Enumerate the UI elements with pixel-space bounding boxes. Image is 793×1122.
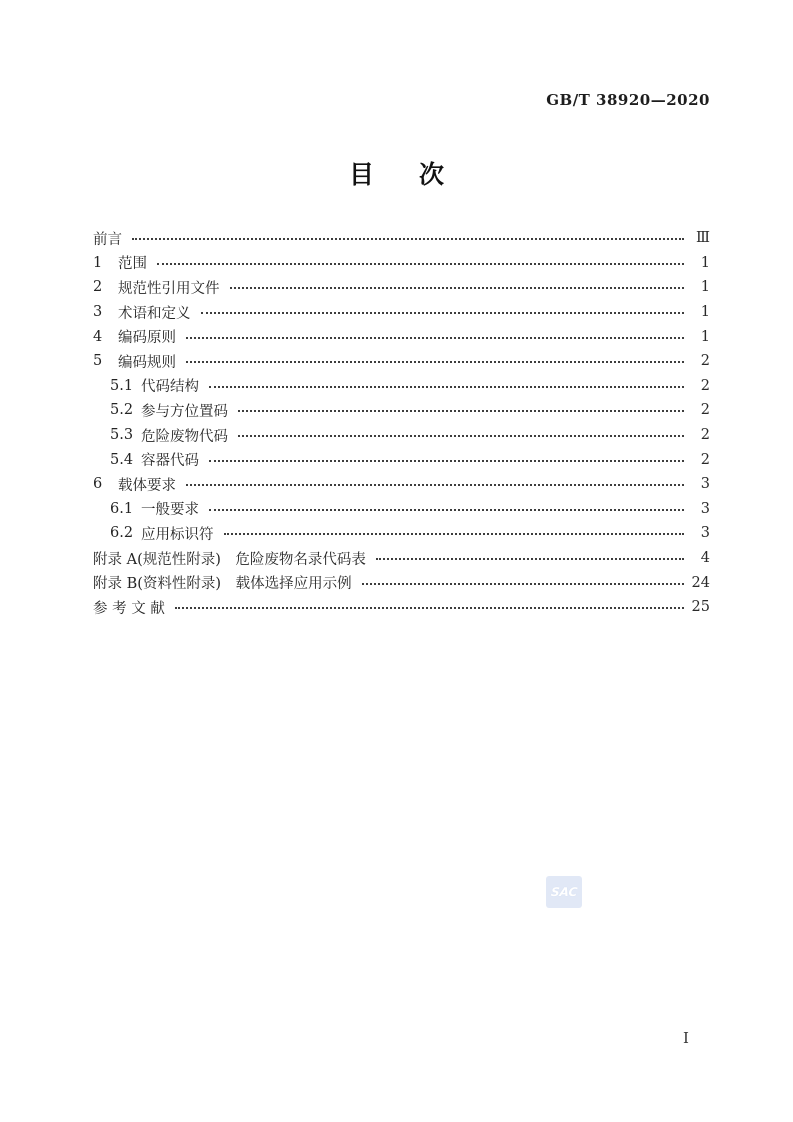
toc-entry (93, 595, 710, 620)
toc-dotted-leader (238, 410, 684, 412)
toc-dotted-leader (238, 435, 684, 437)
toc-entry (93, 521, 710, 546)
toc-entry-label: 附录 B(资料性附录) 载体选择应用示例 (93, 576, 352, 593)
toc-entry (93, 324, 710, 349)
toc-dotted-leader (209, 509, 684, 511)
page-title: 目次 (348, 160, 489, 189)
toc-entry-number: 4 (93, 328, 103, 345)
toc-entry-page: Ⅲ (696, 230, 710, 247)
toc-entry-label: 参与方位置码 (141, 403, 228, 420)
toc-entry (93, 349, 710, 374)
toc-entry-number: 2 (93, 279, 103, 296)
toc-dotted-leader (224, 533, 685, 535)
toc-entry-label: 编码原则 (118, 330, 176, 347)
toc-entry-page: 4 (700, 550, 710, 567)
toc-entry (93, 447, 710, 472)
toc-entry-label: 容器代码 (141, 453, 199, 470)
toc-list (93, 226, 710, 620)
toc-entry-number: 1 (93, 254, 103, 271)
toc-entry-page: 25 (691, 599, 710, 616)
page-number: Ⅰ (683, 1029, 689, 1047)
toc-entry-label: 危险废物代码 (141, 428, 228, 445)
toc-entry (93, 472, 710, 497)
toc-entry (93, 226, 710, 251)
toc-dotted-leader (376, 558, 684, 560)
toc-dotted-leader (362, 583, 684, 585)
toc-entry-label: 一般要求 (141, 502, 199, 519)
toc-entry-page: 1 (700, 304, 710, 321)
toc-entry-number: 5.3 (110, 427, 134, 444)
sac-watermark-text: SAC (550, 885, 578, 899)
toc-dotted-leader (186, 484, 684, 486)
toc-entry-number: 5.4 (110, 451, 134, 468)
toc-entry-label: 规范性引用文件 (118, 280, 220, 297)
toc-entry-page: 1 (700, 279, 710, 296)
toc-entry-number: 5 (93, 353, 103, 370)
toc-entry-number: 6.1 (110, 500, 134, 517)
toc-dotted-leader (209, 386, 684, 388)
toc-dotted-leader (175, 607, 684, 609)
toc-entry-label: 代码结构 (141, 379, 199, 396)
toc-entry-page: 3 (700, 525, 710, 542)
toc-entry (93, 570, 710, 595)
toc-entry (93, 497, 710, 522)
toc-entry-label: 范围 (118, 256, 147, 273)
toc-entry-label: 术语和定义 (118, 305, 191, 322)
toc-entry-page: 2 (700, 353, 710, 370)
toc-dotted-leader (230, 287, 685, 289)
toc-entry-label: 应用标识符 (141, 526, 214, 543)
toc-entry-page: 2 (700, 377, 710, 394)
toc-entry-label: 附录 A(规范性附录) 危险废物名录代码表 (93, 551, 366, 568)
toc-dotted-leader (186, 361, 684, 363)
toc-entry-number: 6 (93, 476, 103, 493)
toc-entry (93, 300, 710, 325)
sac-watermark (546, 876, 582, 908)
toc-entry (93, 546, 710, 571)
toc-entry-label: 载体要求 (118, 477, 176, 494)
toc-entry-page: 24 (691, 574, 710, 591)
toc-entry-page: 2 (700, 427, 710, 444)
toc-entry-page: 2 (700, 402, 710, 419)
toc-entry-label: 前言 (93, 231, 122, 248)
toc-entry-page: 1 (700, 254, 710, 271)
toc-entry-number: 5.1 (110, 377, 134, 394)
toc-entry-page: 2 (700, 451, 710, 468)
toc-entry-page: 1 (700, 328, 710, 345)
toc-dotted-leader (201, 312, 685, 314)
toc-entry-number: 3 (93, 304, 103, 321)
toc-entry (93, 374, 710, 399)
toc-entry (93, 398, 710, 423)
toc-dotted-leader (186, 337, 684, 339)
toc-dotted-leader (209, 460, 684, 462)
toc-dotted-leader (157, 263, 684, 265)
standard-code-header: GB/T 38920—2020 (546, 91, 710, 109)
toc-entry (93, 275, 710, 300)
toc-entry-page: 3 (700, 476, 710, 493)
toc-entry (93, 251, 710, 276)
toc-entry-page: 3 (700, 500, 710, 517)
toc-entry-number: 6.2 (110, 525, 134, 542)
toc-entry-label: 编码规则 (118, 354, 176, 371)
toc-entry-label: 参 考 文 献 (93, 600, 165, 617)
toc-dotted-leader (132, 238, 684, 240)
toc-entry (93, 423, 710, 448)
toc-entry-number: 5.2 (110, 402, 134, 419)
